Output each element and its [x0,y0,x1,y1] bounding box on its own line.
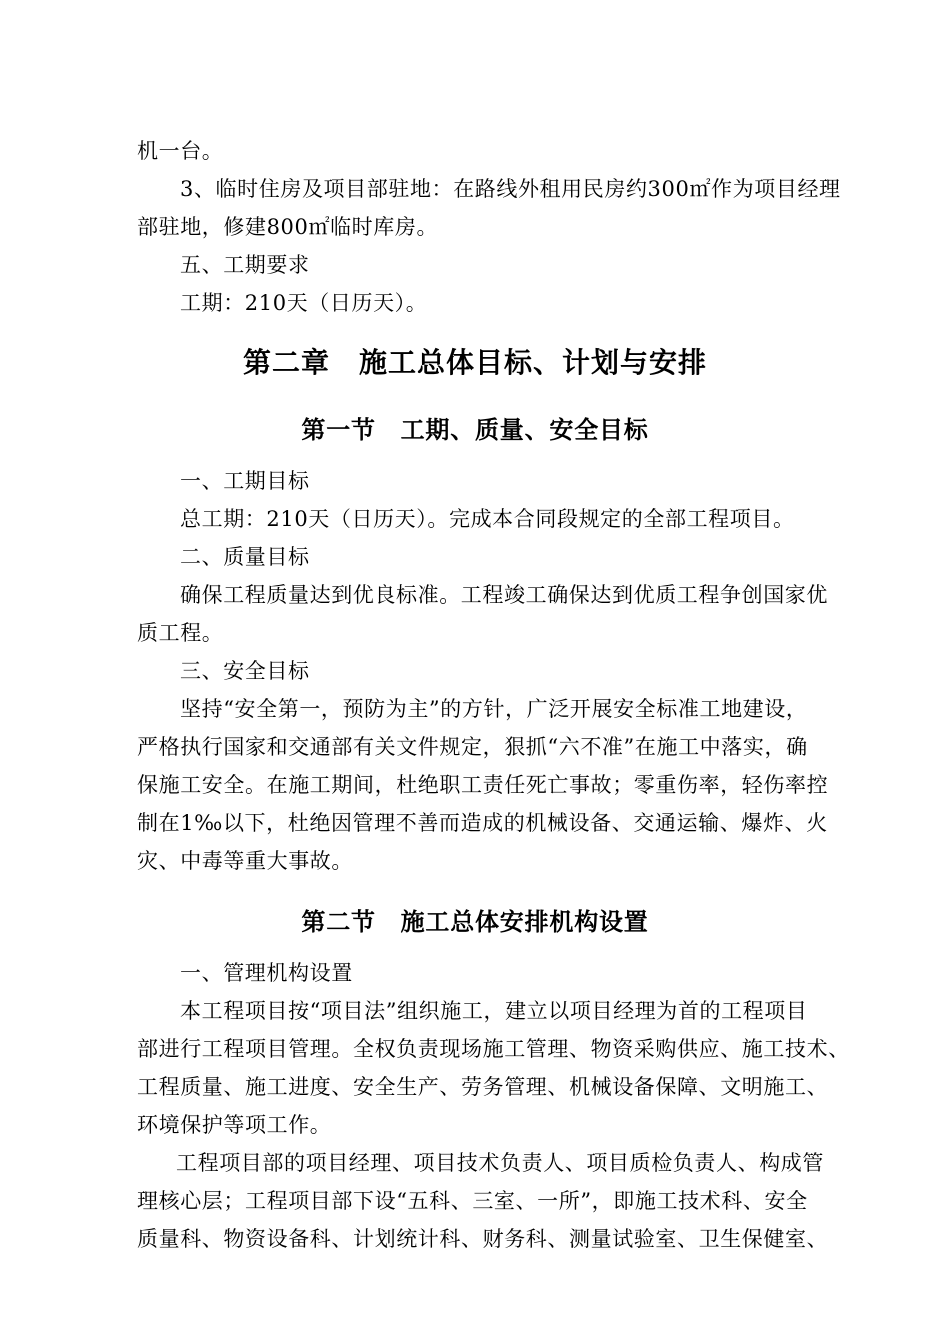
paragraph-line: 严格执行国家和交通部有关文件规定，狠抓“六不准”在施工中落实，确 [137,735,808,759]
paragraph-line: 质量科、物资设备科、计划统计科、财务科、测量试验室、卫生保健室、 [137,1227,829,1251]
subheading-management-setup: 一、管理机构设置 [180,961,353,985]
subheading-schedule-goal: 一、工期目标 [180,469,310,493]
subheading-quality-goal: 二、质量目标 [180,545,310,569]
subheading-safety-goal: 三、安全目标 [180,659,310,683]
section-title: 第一节 工期、质量、安全目标 [301,415,649,444]
paragraph-line: 机一台。 [137,139,224,163]
paragraph-line: 本工程项目按“项目法”组织施工，建立以项目经理为首的工程项目 [180,999,808,1023]
paragraph-line: 确保工程质量达到优良标准。工程竣工确保达到优质工程争创国家优 [180,583,828,607]
subheading-schedule-requirement: 五、工期要求 [180,253,310,277]
paragraph-line: 部进行工程项目管理。全权负责现场施工管理、物资采购供应、施工技术、 [137,1037,850,1061]
paragraph-line: 环境保护等项工作。 [137,1113,332,1137]
paragraph-line: 工程质量、施工进度、安全生产、劳务管理、机械设备保障、文明施工、 [137,1075,829,1099]
paragraph-line: 工程项目部的项目经理、项目技术负责人、项目质检负责人、构成管 [176,1151,824,1175]
paragraph-line: 总工期：210天（日历天）。完成本合同段规定的全部工程项目。 [180,507,795,531]
paragraph-line: 理核心层；工程项目部下设“五科、三室、一所”，即施工技术科、安全 [137,1189,808,1213]
paragraph-line: 坚持“安全第一，预防为主”的方针，广泛开展安全标准工地建设， [180,697,808,721]
chapter-title: 第二章 施工总体目标、计划与安排 [242,346,707,379]
paragraph-line: 部驻地，修建800㎡临时库房。 [137,215,439,239]
paragraph-line: 制在1‰以下，杜绝因管理不善而造成的机械设备、交通运输、爆炸、火 [137,811,828,835]
section-title: 第二节 施工总体安排机构设置 [301,907,649,936]
paragraph-line: 质工程。 [137,621,224,645]
paragraph-line: 工期：210天（日历天）。 [180,291,428,315]
paragraph-line: 保施工安全。在施工期间，杜绝职工责任死亡事故；零重伤率，轻伤率控 [137,773,829,797]
paragraph-line: 3、临时住房及项目部驻地：在路线外租用民房约300㎡作为项目经理 [180,177,841,201]
paragraph-line: 灾、中毒等重大事故。 [137,849,353,873]
